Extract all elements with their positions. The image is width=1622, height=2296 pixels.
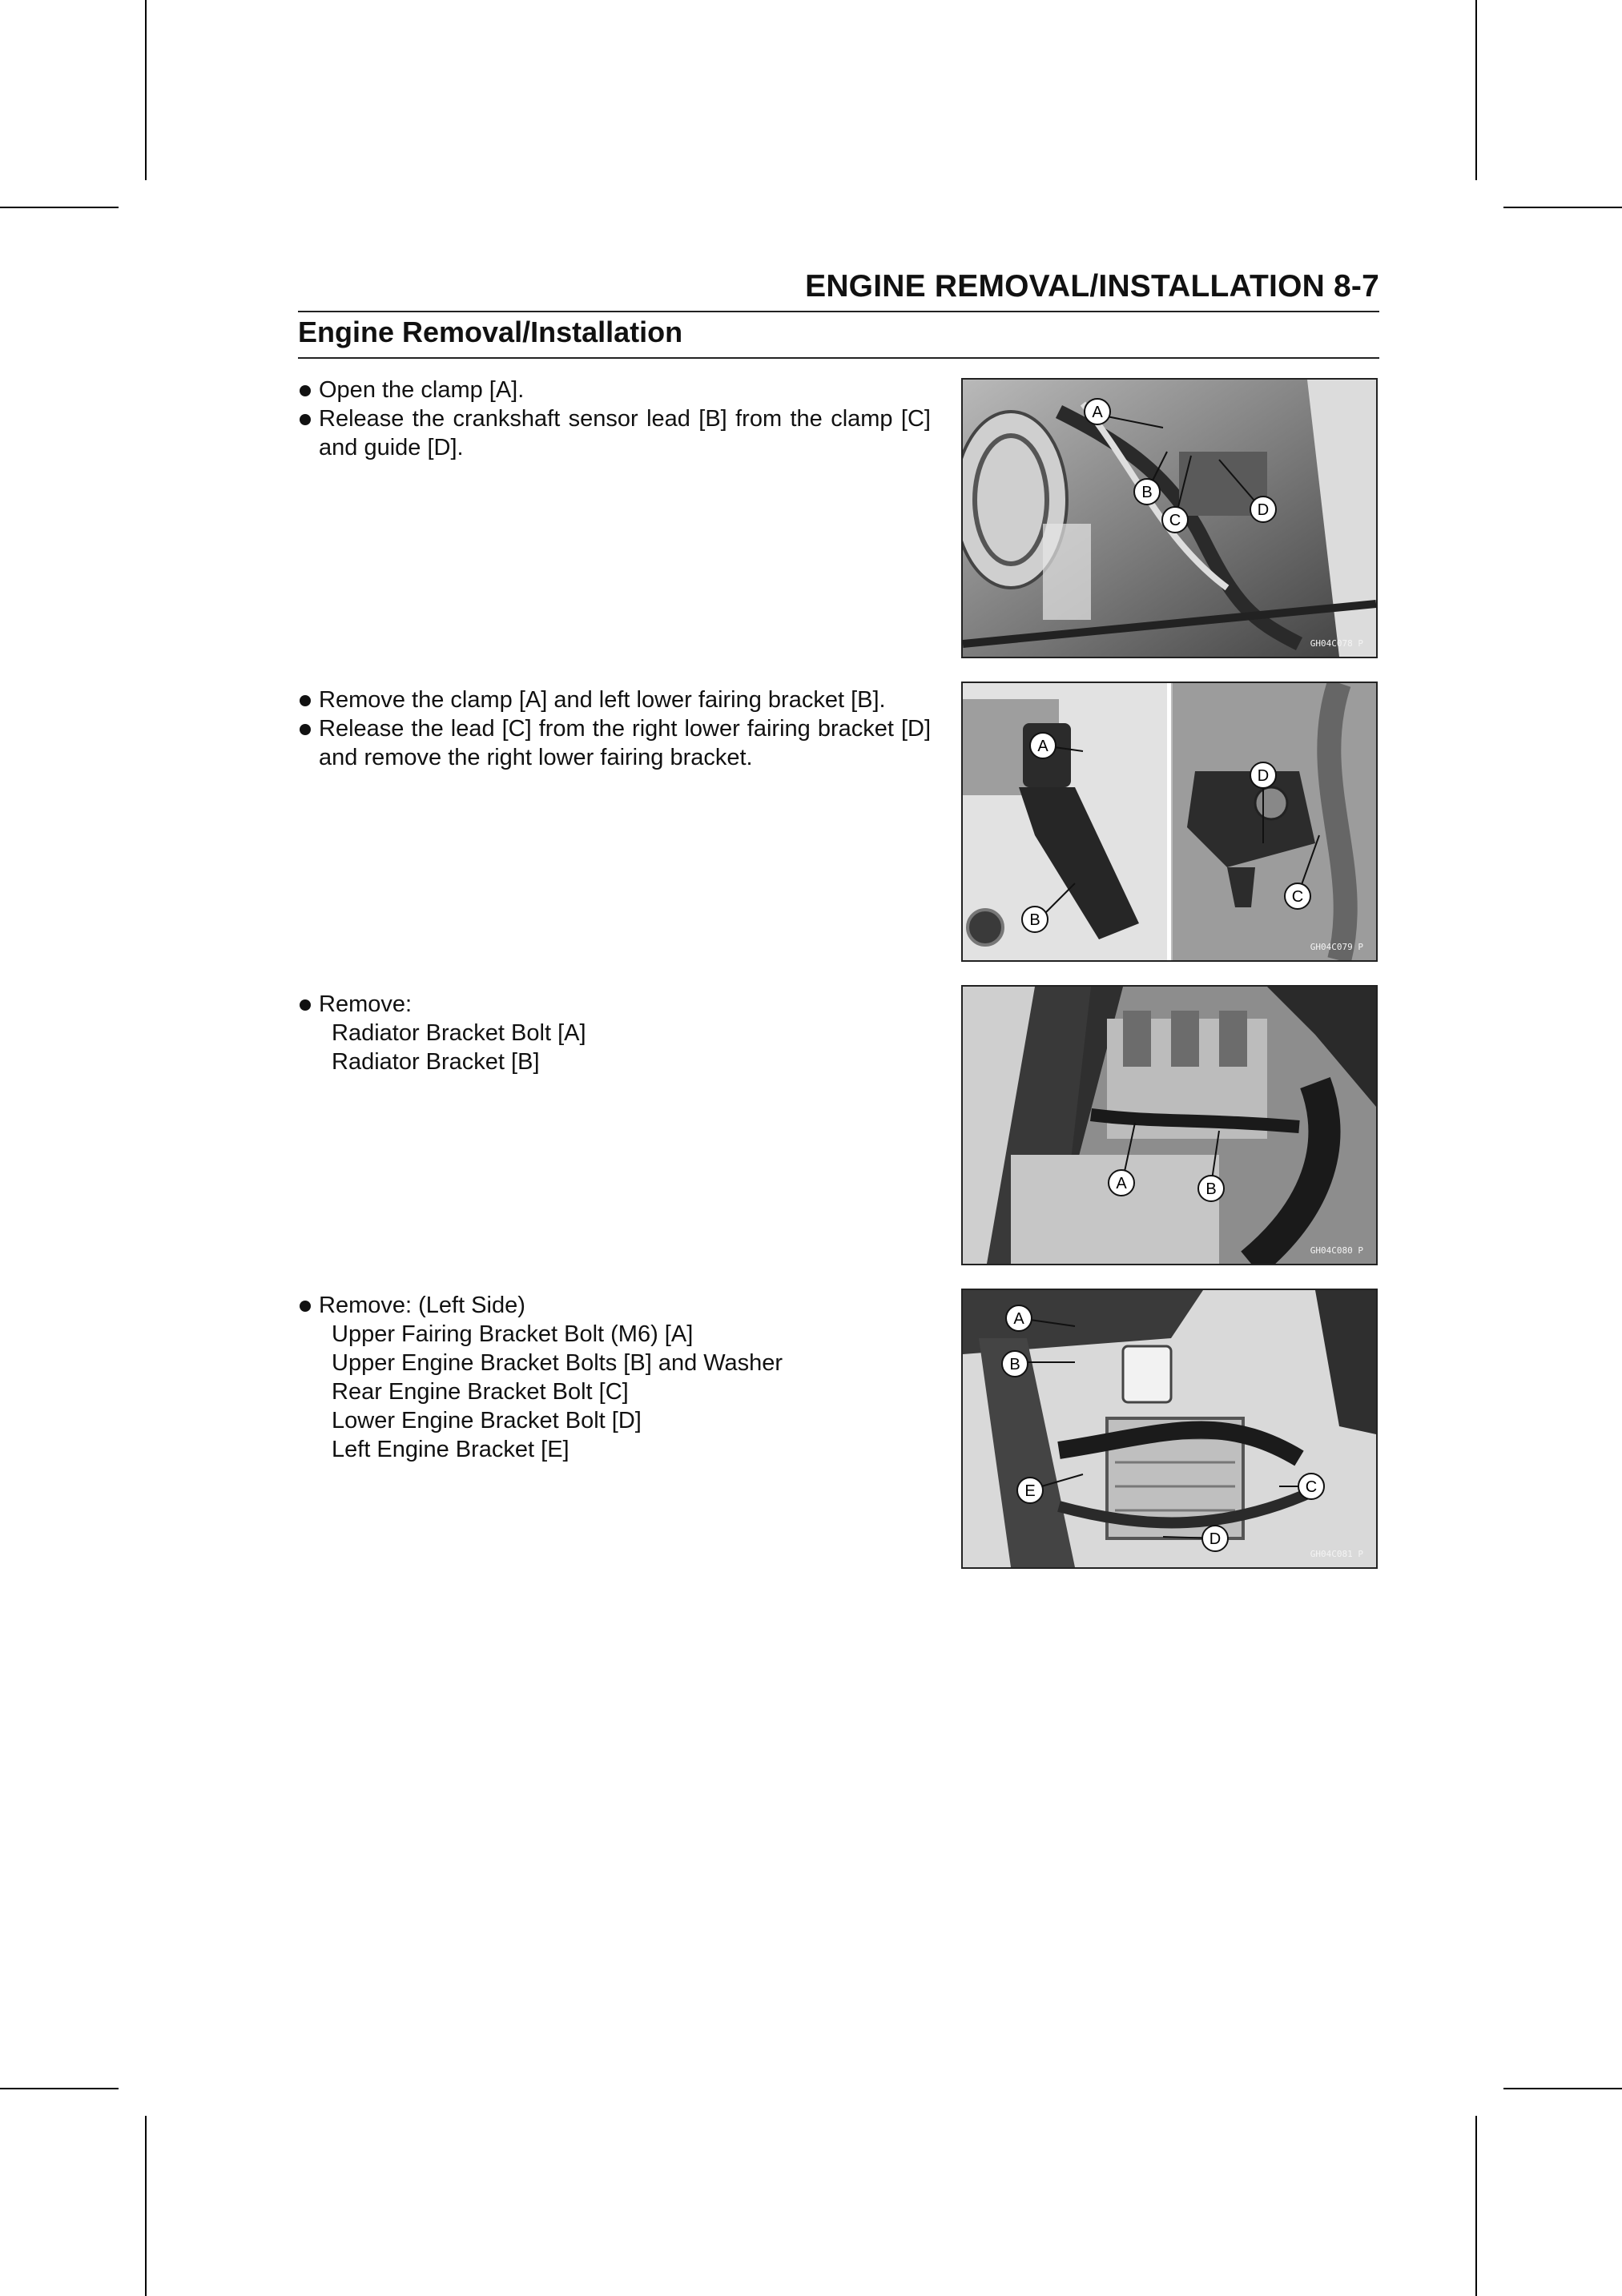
figure-3-code: GH04C080 P [1310, 1245, 1363, 1256]
figure-1-photo [961, 378, 1378, 658]
step-4-item-5: Left Engine Bracket [E] [332, 1437, 570, 1462]
callout-d: D [1209, 1530, 1222, 1548]
figure-2-photo [961, 682, 1378, 962]
callout-c: C [1305, 1478, 1318, 1496]
step-2-bullet-2: Release the lead [C] from the right lower fairing bracket [D] and remove the right lower fairing bracket. [298, 714, 931, 772]
crop-mark-bottom-left-h [0, 2088, 119, 2089]
callout-b: B [1141, 484, 1153, 501]
step-4-item-3: Rear Engine Bracket Bolt [C] [332, 1379, 629, 1405]
step-2-text [298, 686, 931, 772]
step-3-bullet-1: Remove: [298, 990, 931, 1019]
step-3-text [298, 990, 931, 1076]
callout-a: A [1116, 1175, 1127, 1192]
crop-mark-bottom-right-h [1503, 2088, 1622, 2089]
crop-mark-top-left [145, 0, 147, 180]
callout-b: B [1029, 911, 1040, 929]
crop-mark-top-right [1475, 0, 1477, 180]
section-title: Engine Removal/Installation [298, 316, 683, 348]
step-4-item-2: Upper Engine Bracket Bolts [B] and Washer [332, 1350, 783, 1376]
callout-d: D [1257, 767, 1270, 785]
crop-mark-top-right-h [1503, 207, 1622, 208]
callout-b: B [1205, 1180, 1217, 1198]
figure-4-code: GH04C081 P [1310, 1549, 1363, 1559]
callout-a: A [1013, 1310, 1024, 1328]
callout-c: C [1291, 888, 1304, 906]
crop-mark-bottom-right [1475, 2116, 1477, 2296]
figure-1-code: GH04C078 P [1310, 638, 1363, 649]
figure-3-photo [961, 985, 1378, 1265]
crop-mark-top-left-h [0, 207, 119, 208]
step-1-bullet-2: Release the crankshaft sensor lead [B] from the clamp [C] and guide [D]. [298, 404, 931, 462]
crop-mark-bottom-left [145, 2116, 147, 2296]
callout-b: B [1009, 1356, 1020, 1373]
step-4-item-4: Lower Engine Bracket Bolt [D] [332, 1408, 642, 1433]
callout-d: D [1257, 501, 1270, 519]
callout-a: A [1092, 404, 1103, 421]
step-3-item-2: Radiator Bracket [B] [332, 1049, 540, 1075]
section-rule [298, 357, 1379, 359]
step-4-text [298, 1291, 931, 1464]
figure-4-photo [961, 1289, 1378, 1569]
callout-c: C [1169, 512, 1181, 529]
step-4-bullet-1: Remove: (Left Side) [298, 1291, 931, 1320]
step-4-item-1: Upper Fairing Bracket Bolt (M6) [A] [332, 1321, 694, 1347]
running-title: ENGINE REMOVAL/INSTALLATION 8-7 [805, 269, 1379, 304]
callout-e: E [1024, 1482, 1036, 1500]
step-1-bullet-1: Open the clamp [A]. [298, 376, 931, 404]
step-3-item-1: Radiator Bracket Bolt [A] [332, 1020, 586, 1046]
header-rule [298, 311, 1379, 312]
callout-a: A [1037, 738, 1048, 755]
step-2-bullet-1: Remove the clamp [A] and left lower fairing bracket [B]. [298, 686, 931, 714]
figure-2-code: GH04C079 P [1310, 942, 1363, 952]
step-1-text [298, 376, 931, 462]
